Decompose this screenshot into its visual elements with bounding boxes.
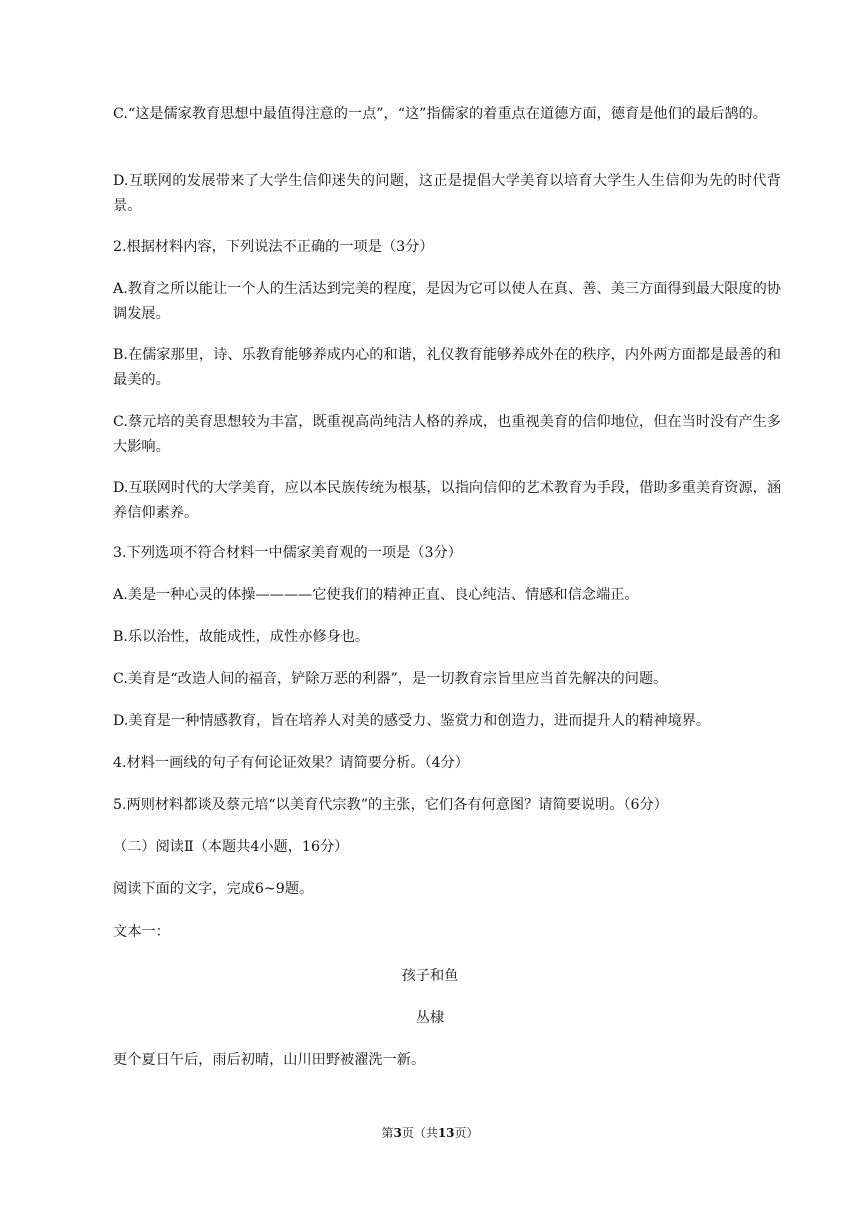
question-2 [113, 235, 781, 260]
option-d-paragraph [113, 169, 781, 219]
story-first-line-text: 更个夏日午后，雨后初晴，山川田野被濯洗一新。 [113, 1052, 426, 1068]
section-heading [113, 835, 781, 860]
question-2-option-c [113, 410, 781, 460]
story-author-text: 丛棣 [415, 1010, 445, 1026]
question-2-option-b-text: B.在儒家那里，诗、乐教育能够养成内心的和谐，礼仪教育能够养成外在的秩序，内外两方面都是最善的和最美的。 [113, 347, 781, 388]
question-3-option-d-text: D.美育是一种情感教育，旨在培养人对美的感受力、鉴赏力和创造力，进而提升人的精神境界。 [113, 713, 711, 729]
option-c-paragraph [113, 102, 781, 127]
question-3-option-b [113, 625, 781, 650]
question-3-option-c [113, 667, 781, 692]
footer-middle: 页（共 [401, 1126, 438, 1140]
question-3-option-a [113, 583, 781, 608]
question-2-option-b [113, 343, 781, 393]
page-footer [0, 1124, 860, 1142]
option-d-text: D.互联网的发展带来了大学生信仰迷失的问题，这正是提倡大学美育以培育大学生人生信仰为先的时代背景。 [113, 173, 781, 214]
question-3-text: 3.下列选项不符合材料一中儒家美育观的一项是（3分） [113, 545, 462, 561]
footer-page-number: 3 [393, 1126, 402, 1140]
footer-prefix: 第 [381, 1126, 394, 1140]
text-one-label-text: 文本一： [113, 924, 170, 940]
story-title [0, 964, 860, 989]
question-2-text: 2.根据材料内容，下列说法不正确的一项是（3分） [113, 239, 434, 255]
footer-suffix: 页） [454, 1126, 479, 1140]
footer-total-pages: 13 [437, 1126, 455, 1140]
question-4 [113, 751, 781, 776]
story-author [0, 1006, 860, 1031]
question-4-text: 4.材料一画线的句子有何论证效果？请简要分析。（4分） [113, 755, 469, 771]
reading-instruction [113, 877, 781, 902]
story-title-text: 孩子和鱼 [401, 968, 459, 984]
question-3-option-a-text: A.美是一种心灵的体操————它使我们的精神正直、良心纯洁、情感和信念端正。 [113, 587, 639, 603]
question-2-option-d [113, 476, 781, 526]
question-2-option-a-text: A.教育之所以能让一个人的生活达到完美的程度，是因为它可以使人在真、善、美三方面得到最大限度的协调发展。 [113, 281, 781, 322]
question-3-option-b-text: B.乐以治性，故能成性，成性亦修身也。 [113, 629, 370, 645]
question-2-option-a [113, 277, 781, 327]
text-one-label [113, 920, 781, 945]
question-2-option-d-text: D.互联网时代的大学美育，应以本民族传统为根基，以指向信仰的艺术教育为手段，借助多重美育资源，涵养信仰素养。 [113, 480, 782, 521]
section-heading-text: （二）阅读Ⅱ（本题共4小题，16分） [113, 839, 349, 855]
option-c-text: C.“这是儒家教育思想中最值得注意的一点”，“这”指儒家的着重点在道德方面，德育是他们的最后鹄的。 [113, 106, 767, 122]
question-3 [113, 541, 781, 566]
question-3-option-d [113, 709, 781, 734]
question-5-text: 5.两则材料都谈及蔡元培“以美育代宗教”的主张，它们各有何意图？请简要说明。（6分） [113, 797, 668, 813]
question-5 [113, 793, 781, 818]
reading-instruction-text: 阅读下面的文字，完成6~9题。 [113, 881, 314, 897]
question-2-option-c-text: C.蔡元培的美育思想较为丰富，既重视高尚纯洁人格的养成，也重视美育的信仰地位，但在当时没有产生多大影响。 [113, 414, 781, 455]
question-3-option-c-text: C.美育是“改造人间的福音，铲除万恶的利器”，是一切教育宗旨里应当首先解决的问题。 [113, 671, 668, 687]
story-first-line [113, 1048, 781, 1073]
